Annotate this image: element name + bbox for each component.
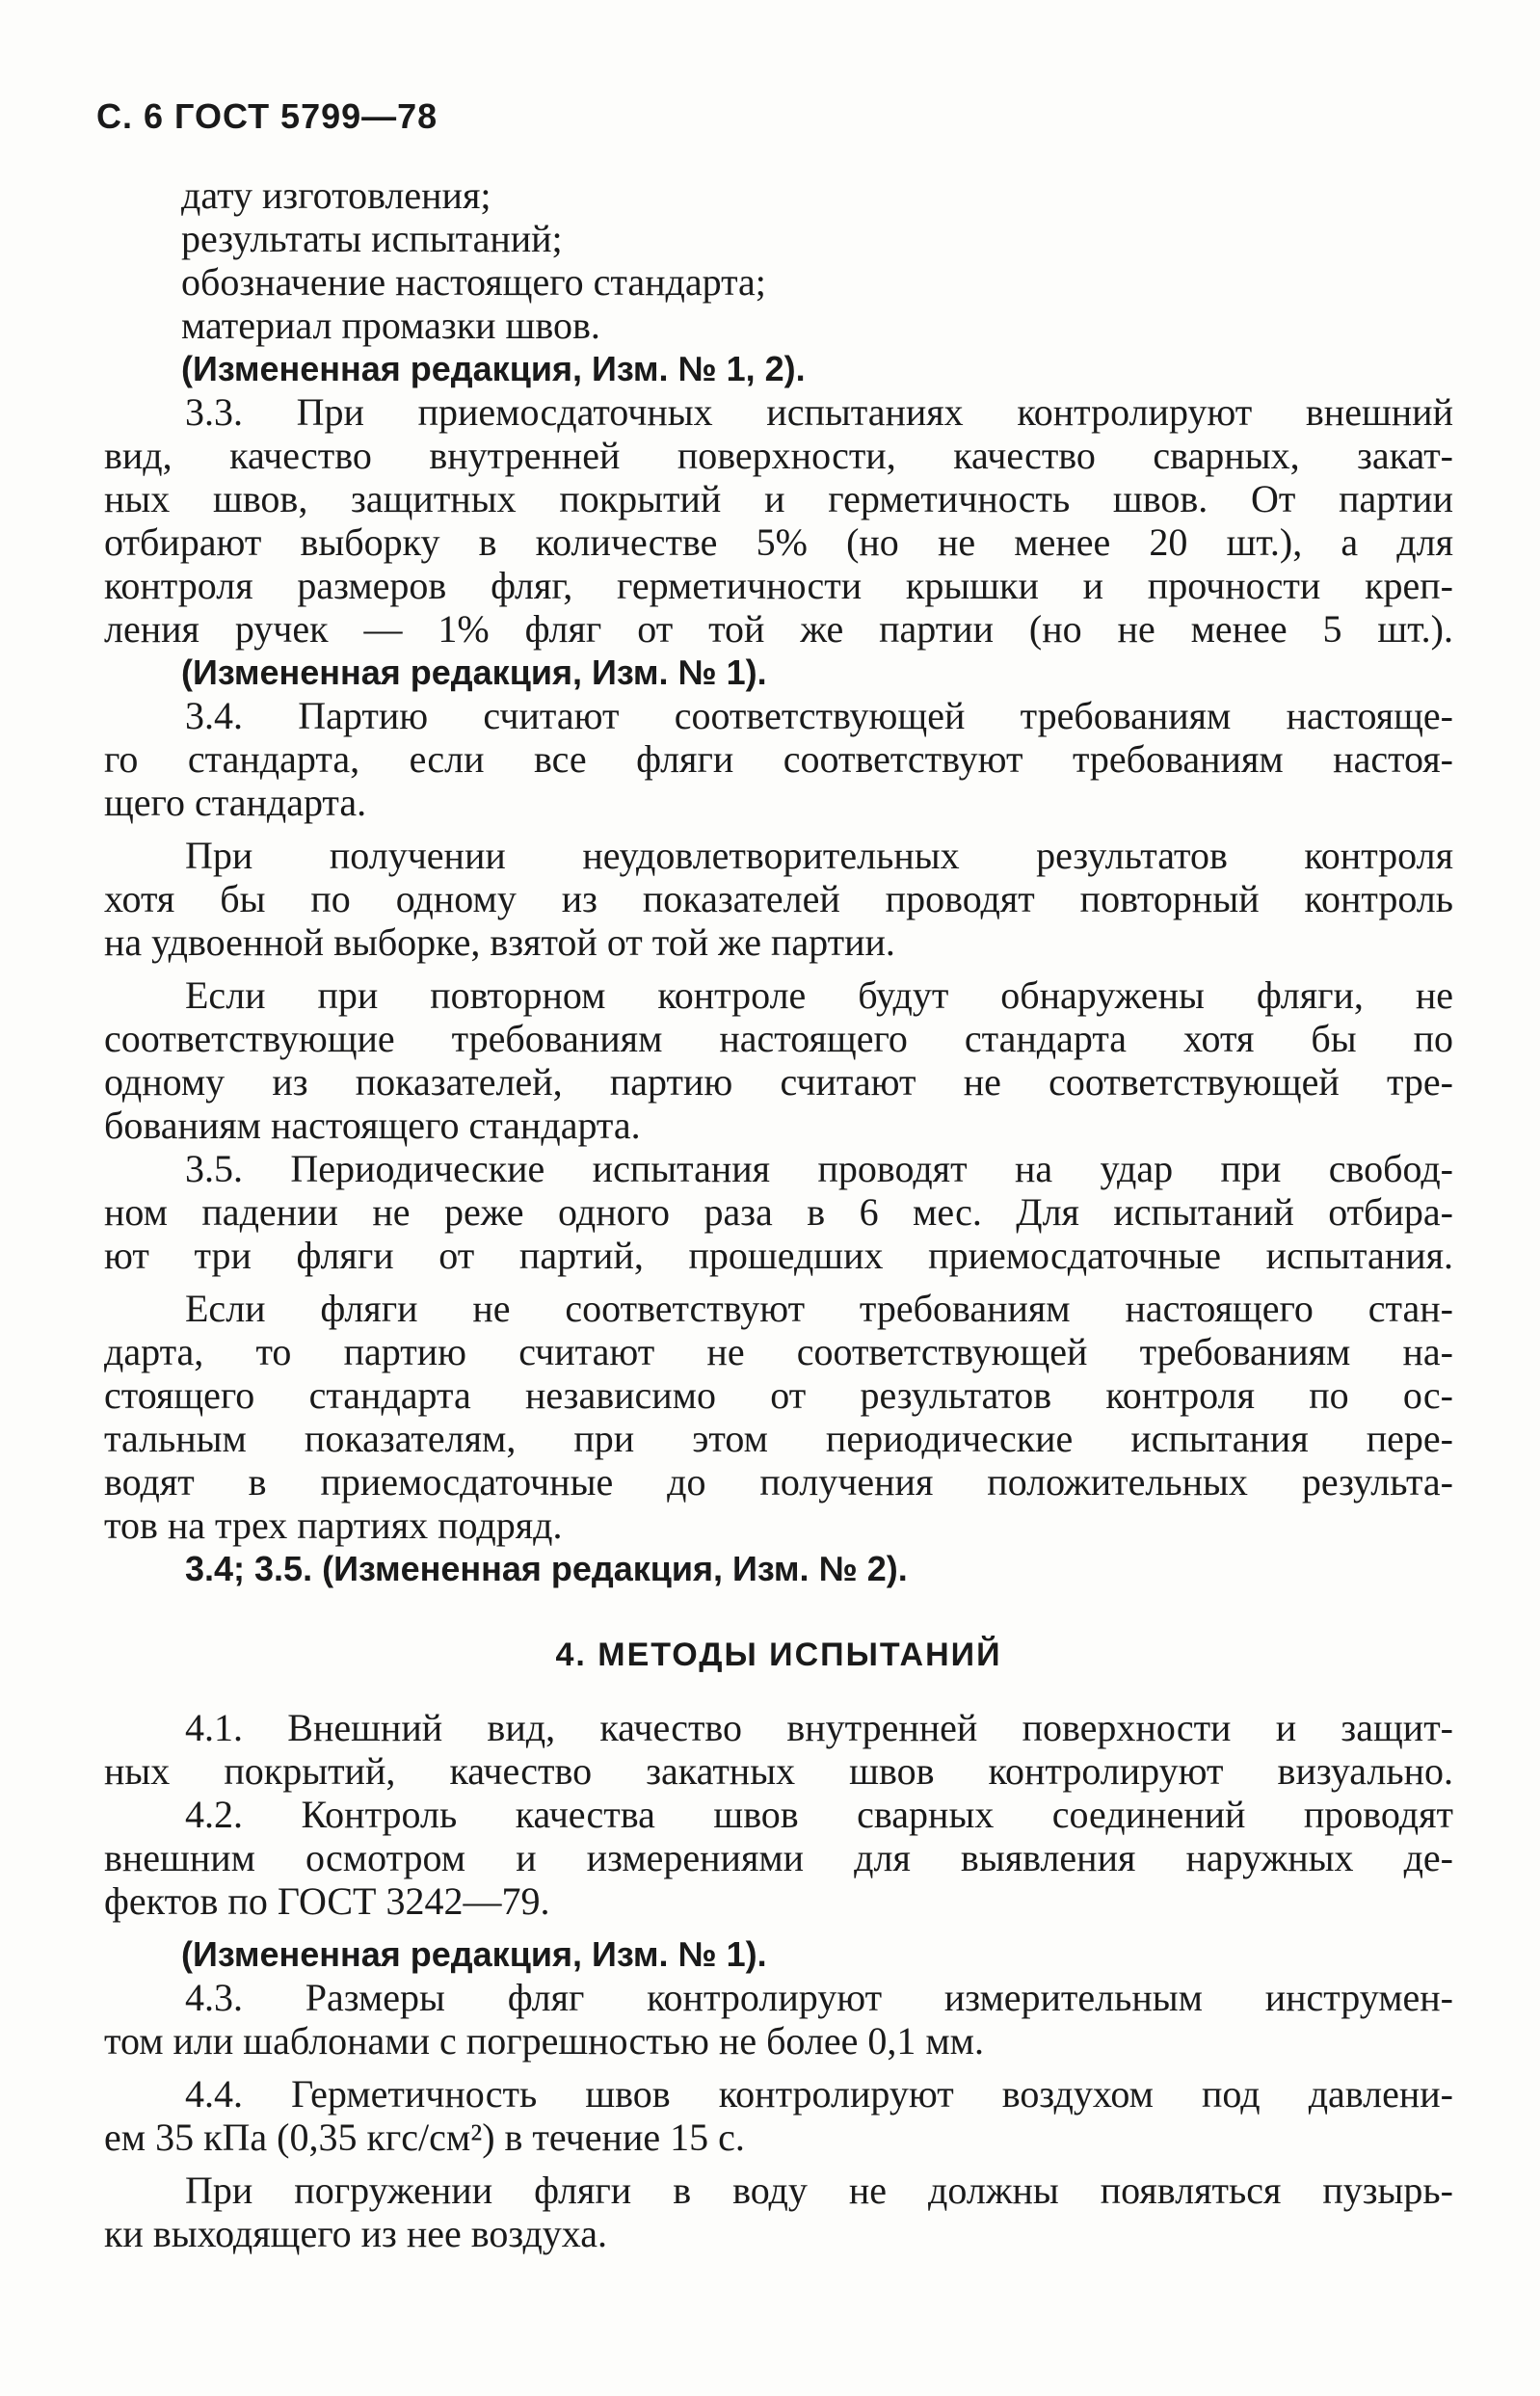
text-line: водят в приемосдаточные до получения положительных результа- xyxy=(104,1460,1453,1504)
text-line: 4.1. Внешний вид, качество внутренней поверхности и защит- xyxy=(185,1706,1453,1749)
text-line: внешним осмотром и измерениями для выявления наружных де- xyxy=(104,1836,1453,1879)
text-line: Если при повторном контроле будут обнаружены фляги, не xyxy=(185,973,1453,1017)
text-line: Если фляги не соответствуют требованиям настоящего стан- xyxy=(185,1287,1453,1330)
text-line: отбирают выборку в количестве 5% (но не менее 20 шт.), а для xyxy=(104,520,1453,564)
text-line: соответствующие требованиям настоящего стандарта хотя бы по xyxy=(104,1017,1453,1060)
document-body xyxy=(104,173,1453,2255)
text-line: го стандарта, если все фляги соответствуют требованиям настоя- xyxy=(104,737,1453,781)
text-line: контроля размеров фляг, герметичности крышки и прочности креп- xyxy=(104,564,1453,607)
text-line: дарта, то партию считают не соответствующей требованиям на- xyxy=(104,1330,1453,1373)
text-line: ных швов, защитных покрытий и герметичность швов. От партии xyxy=(104,477,1453,520)
text-line: бованиям настоящего стандарта. xyxy=(104,1104,641,1147)
text-line: ем 35 кПа (0,35 кгс/см²) в течение 15 с. xyxy=(104,2116,745,2159)
page-header: С. 6 ГОСТ 5799—78 xyxy=(96,96,438,136)
text-line: обозначение настоящего стандарта; xyxy=(181,260,766,304)
text-line: том или шаблонами с погрешностью не более 0,1 мм. xyxy=(104,2019,984,2063)
text-line: фектов по ГОСТ 3242—79. xyxy=(104,1879,550,1923)
text-line: дату изготовления; xyxy=(181,173,491,217)
amendment-note: (Измененная редакция, Изм. № 1). xyxy=(181,652,767,692)
text-line: ления ручек — 1% фляг от той же партии (но не менее 5 шт.). xyxy=(104,607,1453,651)
text-line: на удвоенной выборке, взятой от той же партии. xyxy=(104,920,895,964)
amendment-note: (Измененная редакция, Изм. № 1). xyxy=(181,1934,767,1974)
text-line: стоящего стандарта независимо от результатов контроля по ос- xyxy=(104,1373,1453,1417)
text-line: ном падении не реже одного раза в 6 мес. Для испытаний отбира- xyxy=(104,1190,1453,1234)
text-line: хотя бы по одному из показателей проводят повторный контроль xyxy=(104,877,1453,920)
text-line: ных покрытий, качество закатных швов контролируют визуально. xyxy=(104,1749,1453,1793)
text-line: результаты испытаний; xyxy=(181,217,563,260)
text-line: При получении неудовлетворительных результатов контроля xyxy=(185,834,1453,877)
text-line: 4.3. Размеры фляг контролируют измерительным инструмен- xyxy=(185,1976,1453,2019)
text-line: 3.3. При приемосдаточных испытаниях контролируют внешний xyxy=(185,390,1453,434)
text-line: вид, качество внутренней поверхности, качество сварных, закат- xyxy=(104,434,1453,477)
text-line: 4.4. Герметичность швов контролируют воздухом под давлени- xyxy=(185,2072,1453,2116)
text-line: тов на трех партиях подряд. xyxy=(104,1504,563,1547)
text-line: 3.5. Периодические испытания проводят на удар при свобод- xyxy=(185,1147,1453,1190)
text-line: При погружении фляги в воду не должны появляться пузырь- xyxy=(185,2169,1453,2212)
text-line: ки выходящего из нее воздуха. xyxy=(104,2212,608,2255)
text-line: 3.4. Партию считают соответствующей требованиям настояще- xyxy=(185,694,1453,737)
amendment-note: 3.4; 3.5. (Измененная редакция, Изм. № 2). xyxy=(185,1549,908,1588)
text-line: ют три фляги от партий, прошедших приемосдаточные испытания. xyxy=(104,1234,1453,1277)
text-line: материал промазки швов. xyxy=(181,304,600,347)
text-line: одному из показателей, партию считают не соответствующей тре- xyxy=(104,1060,1453,1104)
amendment-note: (Измененная редакция, Изм. № 1, 2). xyxy=(181,349,806,388)
text-line: щего стандарта. xyxy=(104,781,367,824)
text-line: 4.2. Контроль качества швов сварных соединений проводят xyxy=(185,1793,1453,1836)
text-line: тальным показателям, при этом периодические испытания пере- xyxy=(104,1417,1453,1460)
section-title: 4. МЕТОДЫ ИСПЫТАНИЙ xyxy=(555,1637,1002,1673)
